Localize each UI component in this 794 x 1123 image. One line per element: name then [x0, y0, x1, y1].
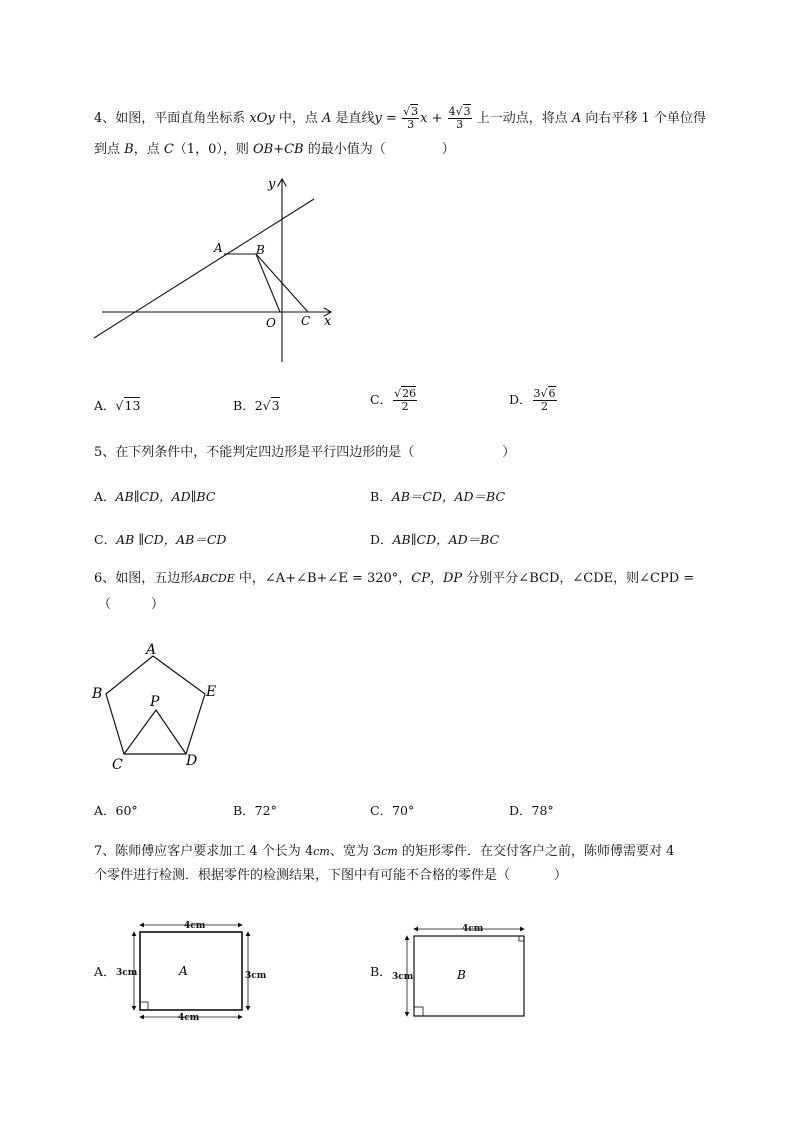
- q4-line2: [94, 140, 455, 160]
- q7-b-right-angle-mark-bottom: [414, 1007, 423, 1016]
- q4-label-c: C: [301, 314, 311, 328]
- q4-text: 中，点: [274, 111, 323, 126]
- q4-label-o: O: [266, 316, 276, 330]
- q4-point-b: B: [124, 142, 134, 157]
- q4-coordinate-figure: [90, 172, 350, 367]
- q7-a-rectangle: [140, 932, 242, 1010]
- q4-point-a: A: [322, 111, 332, 126]
- q6-stem-line1: 6、如图，五边形ABCDE 中，∠A+∠B+∠E = 320°，CP，DP 分别平分∠BCD，∠CDE，则∠CPD =: [94, 571, 695, 586]
- q5-option-d[interactable]: D．AB∥CD，AD＝BC: [370, 532, 500, 547]
- q7-a-top-dim: 4cm: [184, 921, 206, 931]
- q7-option-b-label[interactable]: B．: [370, 964, 392, 979]
- q4-eq-x: x: [420, 111, 428, 126]
- q4-point-a: A: [571, 111, 582, 126]
- q4-text: 的最小值为（: [303, 142, 386, 157]
- q7-b-rectangle: [414, 936, 524, 1016]
- q5-option-b[interactable]: B．AB＝CD，AD＝BC: [370, 489, 506, 504]
- q7-b-left-dim: 3cm: [392, 972, 414, 982]
- q7-a-bottom-dim: 4cm: [178, 1013, 200, 1023]
- q4-point-c: C: [163, 142, 174, 157]
- q7-b-right-angle-mark-top: [519, 936, 524, 941]
- q4-label-x: x: [324, 314, 332, 329]
- q4-option-c[interactable]: C． $\frac{√26}{2}$: [370, 387, 417, 413]
- q4-label-a: A: [214, 241, 223, 255]
- q7-b-top-dim: 4cm: [462, 924, 484, 934]
- q4-option-a[interactable]: A．√13: [94, 398, 141, 413]
- q7-b-center-label: B: [457, 968, 466, 982]
- q6-bisectors: [124, 710, 186, 754]
- q4-option-d[interactable]: D． $\frac{3√6}{2}$: [509, 387, 556, 413]
- q4-option-b[interactable]: B．2√3: [233, 398, 280, 413]
- q7-a-right-angle-mark: [140, 1002, 148, 1010]
- q4-text: ，点: [133, 142, 164, 157]
- q4-eq-fraction-2: $\frac{4√3}{3}$: [448, 105, 471, 131]
- q6-option-b[interactable]: B．72°: [233, 803, 277, 818]
- q6-label-p: P: [150, 694, 160, 710]
- q7-option-a-label[interactable]: A．: [94, 964, 116, 979]
- q7-figure-a[interactable]: [114, 916, 274, 1026]
- q4-text: 上一动点，将点: [472, 111, 572, 126]
- q7-line2: 个零件进行检测．根据零件的检测结果，下图中有可能不合格的零件是（ ）: [94, 868, 568, 883]
- q4-expression: OB+CB: [252, 142, 304, 157]
- q6-pentagon-figure: [88, 636, 228, 776]
- q4-text: （1，0），则: [173, 142, 253, 157]
- q6-option-a[interactable]: A．60°: [94, 803, 138, 818]
- q6-label-b: B: [92, 686, 103, 702]
- q4-text: ）: [441, 142, 455, 157]
- q6-stem-line2: （ ）: [98, 597, 165, 612]
- q5-option-a[interactable]: A．AB∥CD，AD∥BC: [94, 489, 216, 504]
- q5-stem: 5、在下列条件中，不能判定四边形是平行四边形的是（ ）: [94, 445, 516, 460]
- q5-option-c[interactable]: C．AB ∥CD，AB＝CD: [94, 532, 227, 547]
- q7-a-center-label: A: [179, 964, 188, 978]
- q4-label-b: B: [256, 243, 265, 257]
- q4-eq-equals: =: [381, 111, 402, 126]
- q6-label-c: C: [112, 757, 123, 773]
- q4-text: 是直线: [331, 111, 375, 126]
- q6-option-d[interactable]: D．78°: [509, 803, 554, 818]
- q4-text: 到点: [94, 142, 125, 157]
- q6-option-c[interactable]: C．70°: [370, 803, 415, 818]
- q7-a-left-dim: 3cm: [116, 968, 138, 978]
- q4-var-xoy: xOy: [249, 111, 275, 126]
- q4-line1: [94, 106, 706, 131]
- q6-label-e: E: [206, 684, 217, 700]
- q6-label-d: D: [186, 753, 198, 769]
- q4-eq-y: y: [374, 111, 382, 126]
- q4-segment-ob: [256, 254, 280, 312]
- q4-slanted-line: [94, 199, 314, 338]
- q4-label-y: y: [268, 177, 276, 192]
- q4-eq-fraction-1: $\frac{√3}{3}$: [403, 105, 419, 131]
- q4-eq-plus: +: [427, 111, 447, 126]
- q6-label-a: A: [146, 642, 157, 658]
- q7-line1: 7、陈师傅应客户要求加工 4 个长为 4cm、宽为 3cm 的矩形零件．在交付客户之前，陈师傅需要对 4: [94, 844, 675, 859]
- q4-text: 向右平移 1 个单位得: [581, 111, 706, 126]
- q4-text: 4、如图，平面直角坐标系: [94, 111, 250, 126]
- q7-a-right-dim: 3cm: [245, 971, 267, 981]
- q7-figure-b[interactable]: [390, 916, 540, 1026]
